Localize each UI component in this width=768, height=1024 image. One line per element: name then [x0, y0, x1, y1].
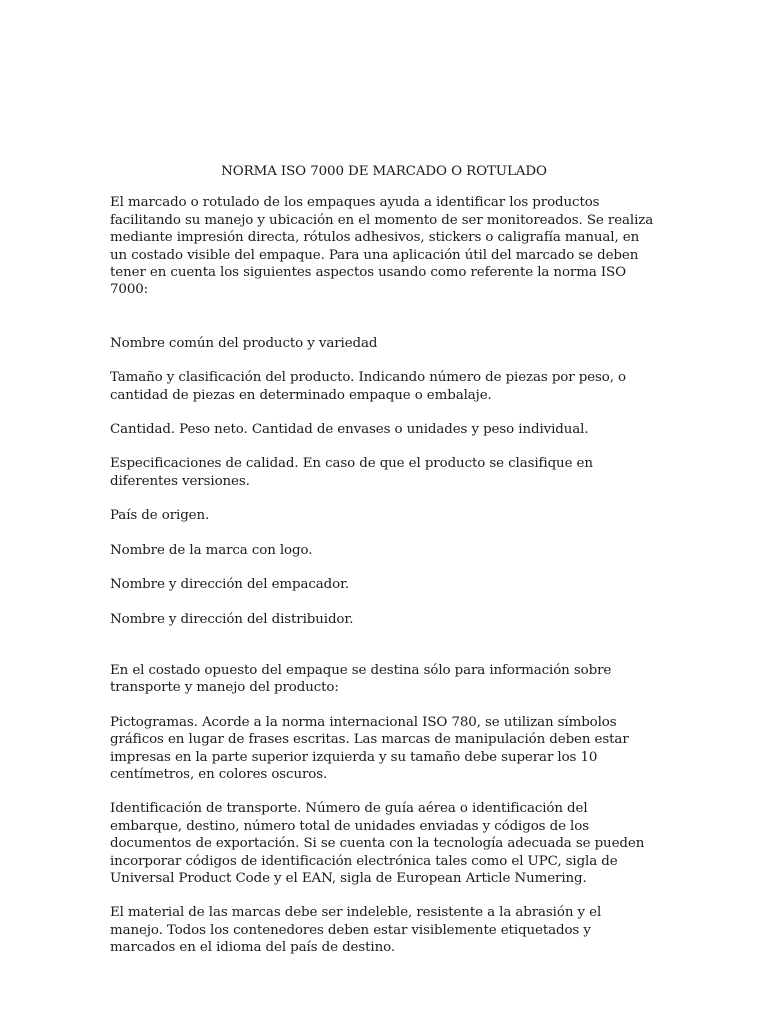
aspect-item: Especificaciones de calidad. En caso de que el producto se clasifique en diferentes versiones.	[110, 456, 593, 489]
aspect-item: Cantidad. Peso neto. Cantidad de envases o unidades y peso individual.	[110, 422, 589, 438]
aspect-item: Tamaño y clasificación del producto. Indicando número de piezas por peso, o cantidad de piezas en determinado empaque o embalaje.	[110, 370, 627, 403]
document-page	[110, 163, 658, 974]
aspect-item: País de origen.	[110, 508, 210, 524]
aspect-item: Nombre común del producto y variedad	[110, 335, 378, 351]
intro-paragraph: El marcado o rotulado de los empaques ayuda a identificar los productos facilitando su manejo y ubicación en el momento de ser monitoreados. Se realiza mediante impresión directa, rótulos adhesivos, stickers o caligrafía manual, en un costado visible del empaque. Para una aplicación útil del marcado se deben tener en cuenta los siguientes aspectos usando como referente la norma ISO 7000:	[110, 195, 654, 298]
material-paragraph: El material de las marcas debe ser indeleble, resistente a la abrasión y el manejo. Todos los contenedores deben estar visiblemente etiquetados y marcados en el idioma del país de destino.	[110, 905, 602, 956]
aspect-item: Nombre y dirección del empacador.	[110, 577, 350, 593]
aspect-item: Nombre de la marca con logo.	[110, 542, 313, 558]
aspect-item: Nombre y dirección del distribuidor.	[110, 611, 354, 627]
transport-id-paragraph: Identificación de transporte. Número de guía aérea o identificación del embarque, destino, número total de unidades enviadas y códigos de los documentos de exportación. Si se cuenta con la tecnología adecuada se pueden incorporar códigos de identificación electrónica tales como el UPC, sigla de Universal Product Code y el EAN, sigla de European Article Numering.	[110, 801, 645, 886]
opposite-side-paragraph: En el costado opuesto del empaque se destina sólo para información sobre transporte y manejo del producto:	[110, 662, 612, 696]
pictograms-paragraph: Pictogramas. Acorde a la norma internacional ISO 780, se utilizan símbolos gráficos en lugar de frases escritas. Las marcas de manipulación deben estar impresas en la parte superior izquierda y su tamaño debe superar los 10 centímetros, en colores oscuros.	[110, 714, 629, 782]
document-title: NORMA ISO 7000 DE MARCADO O ROTULADO	[221, 164, 547, 179]
